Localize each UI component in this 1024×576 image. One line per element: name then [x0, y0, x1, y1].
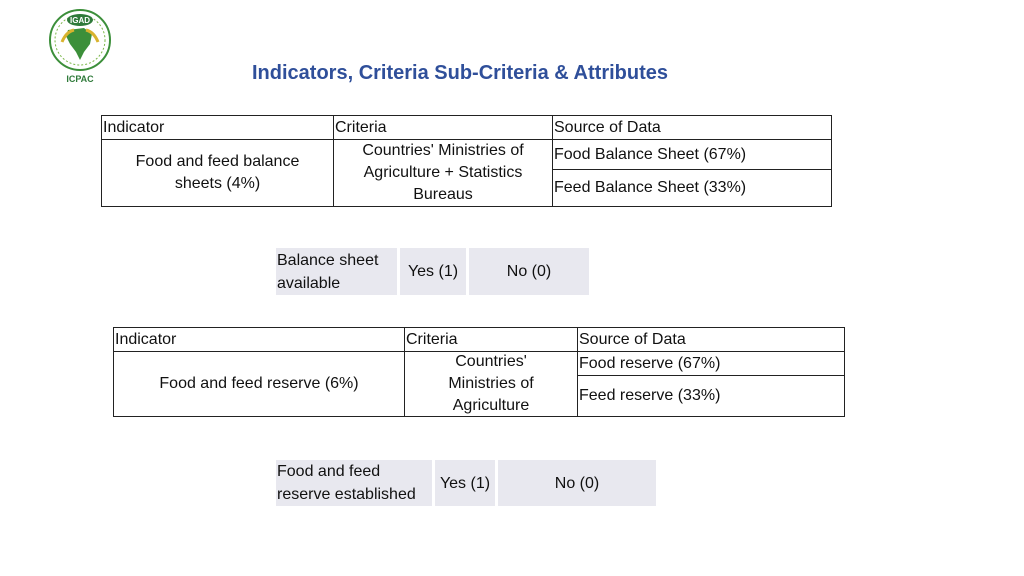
criteria-cell: Feed Balance Sheet (33%) — [553, 170, 832, 207]
attribute-label: Food and feed reserve established — [276, 460, 432, 506]
header-criteria: Criteria — [334, 116, 553, 140]
attribute-no: No (0) — [498, 460, 656, 506]
logo-text-igad: IGAD — [70, 16, 90, 25]
source-cell: Countries' Ministries of Agriculture + Statistics Bureaus — [334, 140, 553, 207]
attribute-row-reserve — [276, 460, 656, 506]
indicator-cell: Food and feed reserve (6%) — [114, 352, 405, 417]
logo-text-icpac: ICPAC — [66, 74, 94, 84]
criteria-cell: Feed reserve (33%) — [578, 376, 845, 417]
header-indicator: Indicator — [114, 328, 405, 352]
source-cell: Countries' Ministries of Agriculture — [405, 352, 578, 417]
attribute-yes: Yes (1) — [400, 248, 466, 295]
criteria-cell: Food reserve (67%) — [578, 352, 845, 376]
indicator-table-reserve — [113, 327, 845, 417]
attribute-no: No (0) — [469, 248, 589, 295]
criteria-cell: Food Balance Sheet (67%) — [553, 140, 832, 170]
header-source: Source of Data — [578, 328, 845, 352]
igad-icpac-logo — [44, 8, 116, 86]
attribute-label: Balance sheet available — [276, 248, 397, 295]
header-criteria: Criteria — [405, 328, 578, 352]
indicator-table-balance-sheets — [101, 115, 832, 207]
indicator-cell: Food and feed balance sheets (4%) — [102, 140, 334, 207]
header-indicator: Indicator — [102, 116, 334, 140]
attribute-yes: Yes (1) — [435, 460, 495, 506]
header-source: Source of Data — [553, 116, 832, 140]
page-title: Indicators, Criteria Sub-Criteria & Attributes — [252, 62, 668, 84]
attribute-row-balance-sheet — [276, 248, 589, 295]
